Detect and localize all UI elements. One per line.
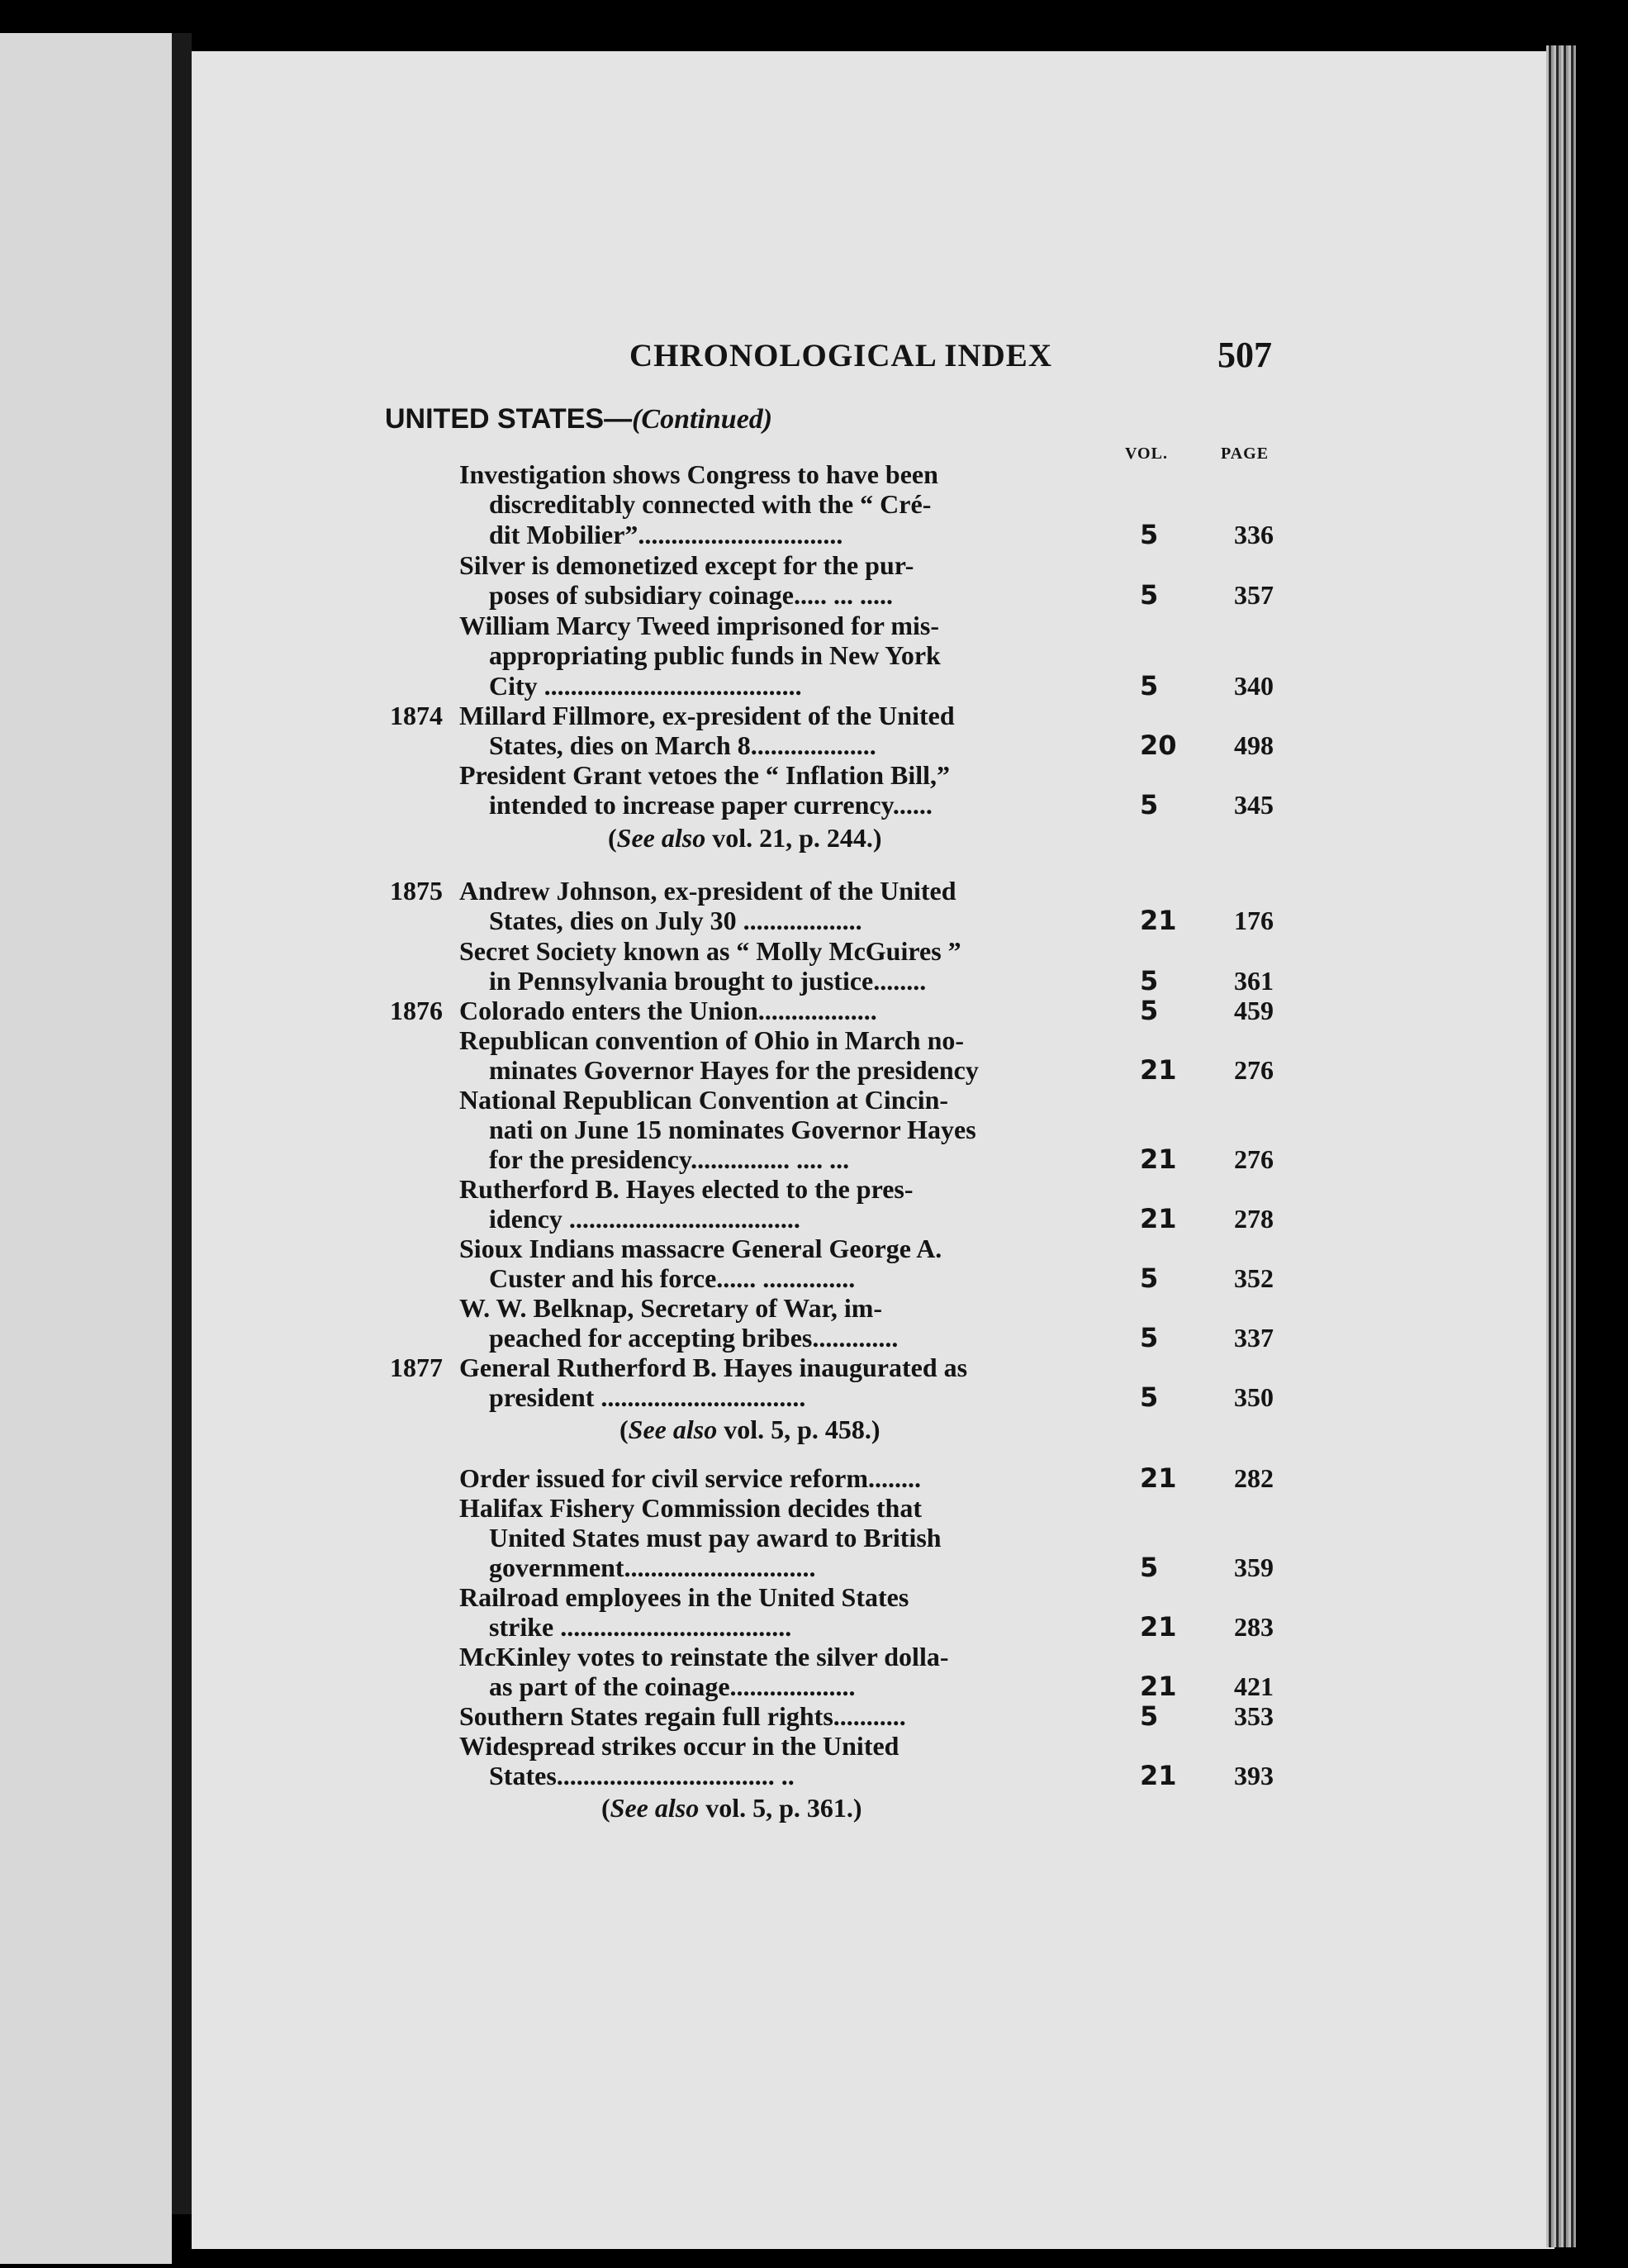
entry-line: McKinley votes to reinstate the silver dolla- [459, 1642, 949, 1671]
entry-volume: 21 [1140, 1144, 1177, 1175]
entry-volume: 5 [1140, 579, 1159, 611]
entry-page: 393 [1234, 1761, 1274, 1790]
entry-line: General Rutherford B. Hayes inaugurated as [459, 1353, 968, 1382]
entry-line: City ....................................... [489, 671, 802, 701]
section-continued: (Continued) [632, 404, 773, 435]
entry-page: 337 [1234, 1323, 1274, 1353]
see-also-label: See also [610, 1793, 700, 1823]
entry-volume: 21 [1140, 1203, 1177, 1234]
entry-page: 176 [1234, 906, 1274, 935]
entry-volume: 5 [1140, 1262, 1159, 1294]
column-header-vol: VOL. [1125, 445, 1168, 463]
entry-line: minates Governor Hayes for the presidency [489, 1055, 979, 1085]
entry-line: States, dies on July 30 .................. [489, 906, 862, 935]
entry-volume: 21 [1140, 1054, 1177, 1086]
entry-line: William Marcy Tweed imprisoned for mis- [459, 611, 939, 640]
entry-page: 353 [1234, 1701, 1274, 1731]
entry-line: President Grant vetoes the “ Inflation Bill,” [459, 760, 951, 790]
section-title-text: UNITED STATES— [385, 403, 633, 435]
entry-page: 276 [1234, 1055, 1274, 1085]
entry-line: Millard Fillmore, ex-president of the United [459, 701, 955, 730]
entry-line: Colorado enters the Union.................. [459, 996, 877, 1025]
entry-volume: 21 [1140, 1760, 1177, 1791]
entry-volume: 21 [1140, 905, 1177, 936]
entry-page: 345 [1234, 790, 1274, 820]
entry-line: Custer and his force...... .............. [489, 1263, 856, 1293]
see-also-label: See also [628, 1415, 718, 1444]
entry-volume: 5 [1140, 995, 1159, 1026]
entry-line: intended to increase paper currency...... [489, 790, 933, 820]
entry-year: 1874 [390, 701, 443, 730]
entry-volume: 5 [1140, 789, 1159, 820]
see-also-note [601, 1793, 862, 1823]
entry-line: United States must pay award to British [489, 1523, 942, 1552]
entry-page: 498 [1234, 730, 1274, 760]
entry-page: 352 [1234, 1263, 1274, 1293]
entry-line: for the presidency............... .... ... [489, 1144, 850, 1174]
see-also-open: ( [619, 1415, 629, 1444]
entry-line: strike ................................... [489, 1612, 792, 1642]
entry-line: Rutherford B. Hayes elected to the pres- [459, 1174, 914, 1204]
entry-line: peached for accepting bribes............. [489, 1323, 899, 1353]
entry-volume: 20 [1140, 730, 1177, 761]
entry-page: 421 [1234, 1671, 1274, 1701]
entry-line: government............................. [489, 1552, 816, 1582]
entry-line: W. W. Belknap, Secretary of War, im- [459, 1293, 883, 1323]
entry-page: 361 [1234, 966, 1274, 996]
entry-line: Investigation shows Congress to have been [459, 459, 938, 489]
entry-line: appropriating public funds in New York [489, 640, 941, 670]
see-also-note [608, 823, 882, 853]
entry-year: 1875 [390, 876, 443, 906]
entry-line: Railroad employees in the United States [459, 1582, 909, 1612]
entry-year: 1876 [390, 996, 443, 1025]
entry-line: dit Mobilier”............................... [489, 520, 843, 549]
entry-line: Order issued for civil service reform........ [459, 1463, 921, 1493]
see-also-reference: vol. 5, p. 458.) [717, 1415, 880, 1444]
entry-page: 459 [1234, 996, 1274, 1025]
entry-line: idency ................................... [489, 1204, 800, 1234]
see-also-open: ( [608, 823, 617, 853]
entry-volume: 21 [1140, 1671, 1177, 1702]
entry-volume: 5 [1140, 670, 1159, 701]
page-number: 507 [1217, 335, 1272, 375]
column-header-page: PAGE [1221, 445, 1270, 463]
entry-year: 1877 [390, 1353, 443, 1382]
see-also-note [619, 1415, 880, 1444]
entry-page: 278 [1234, 1204, 1274, 1234]
entry-line: discreditably connected with the “ Cré- [489, 489, 932, 519]
see-also-open: ( [601, 1793, 610, 1823]
section-title [385, 403, 772, 435]
entry-line: Republican convention of Ohio in March no- [459, 1025, 965, 1055]
entry-volume: 21 [1140, 1611, 1177, 1643]
entry-volume: 21 [1140, 1462, 1177, 1494]
entry-line: States................................. .. [489, 1761, 795, 1790]
entry-volume: 5 [1140, 1552, 1159, 1583]
entry-line: in Pennsylvania brought to justice........ [489, 966, 927, 996]
entry-page: 359 [1234, 1552, 1274, 1582]
entry-line: Secret Society known as “ Molly McGuires ” [459, 936, 961, 966]
see-also-reference: vol. 21, p. 244.) [705, 823, 882, 853]
entry-line: poses of subsidiary coinage..... ... ..... [489, 580, 893, 610]
entry-page: 276 [1234, 1144, 1274, 1174]
entry-line: as part of the coinage................... [489, 1671, 856, 1701]
entry-page: 340 [1234, 671, 1274, 701]
see-also-label: See also [616, 823, 706, 853]
see-also-reference: vol. 5, p. 361.) [699, 1793, 862, 1823]
entry-page: 282 [1234, 1463, 1274, 1493]
entry-line: Sioux Indians massacre General George A. [459, 1234, 942, 1263]
entry-line: Andrew Johnson, ex-president of the United [459, 876, 956, 906]
entry-line: president ............................... [489, 1382, 806, 1412]
entry-page: 283 [1234, 1612, 1274, 1642]
entry-page: 336 [1234, 520, 1274, 549]
entry-line: nati on June 15 nominates Governor Hayes [489, 1115, 976, 1144]
entry-line: Halifax Fishery Commission decides that [459, 1493, 922, 1523]
entry-volume: 5 [1140, 1322, 1159, 1353]
entry-volume: 5 [1140, 1700, 1159, 1732]
entry-line: Silver is demonetized except for the pur- [459, 550, 914, 580]
entry-volume: 5 [1140, 965, 1159, 996]
entry-line: Widespread strikes occur in the United [459, 1731, 899, 1761]
entry-line: Southern States regain full rights........... [459, 1701, 906, 1731]
entry-line: National Republican Convention at Cincin- [459, 1085, 949, 1115]
entry-page: 350 [1234, 1382, 1274, 1412]
entry-volume: 5 [1140, 1381, 1159, 1413]
entry-line: States, dies on March 8................... [489, 730, 876, 760]
entry-page: 357 [1234, 580, 1274, 610]
entry-volume: 5 [1140, 519, 1159, 550]
running-head: CHRONOLOGICAL INDEX [629, 338, 1052, 373]
